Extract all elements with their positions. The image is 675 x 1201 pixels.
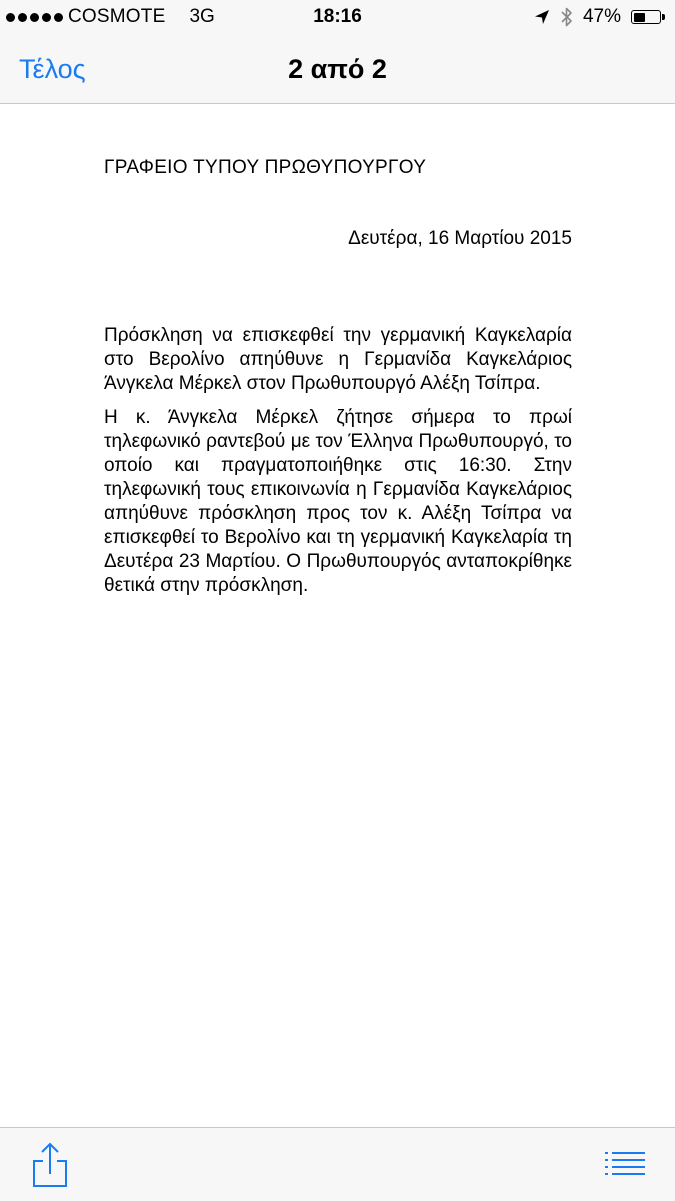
document-header: ΓΡΑΦΕΙΟ ΤΥΠΟΥ ΠΡΩΘΥΠΟΥΡΓΟΥ [104,157,427,178]
carrier-name: COSMOTE [68,6,166,27]
document-date: Δευτέρα, 16 Μαρτίου 2015 [348,228,572,249]
battery-fill [634,13,646,22]
navigation-bar [0,36,675,104]
bluetooth-icon [560,6,573,28]
network-type: 3G [189,6,215,27]
status-time: 18:16 [313,6,362,27]
status-bar-left [6,6,215,28]
document-body [104,324,572,598]
page-counter-title: 2 από 2 [288,54,387,84]
document-paragraph: Πρόσκληση να επισκεφθεί την γερμανική Καγκελαρία στο Βερολίνο απηύθυνε η Γερμανίδα Καγκελάριος Άνγκελα Μέρκελ στον Πρωθυπουργό Αλέξη Τσίπρα. [104,325,572,394]
document-page [104,104,572,608]
done-button[interactable]: Τέλος [19,54,86,84]
share-icon[interactable] [30,1140,70,1190]
battery-icon [631,10,661,24]
status-bar [0,0,675,36]
bottom-toolbar [0,1127,675,1201]
battery-percent: 47% [582,6,621,27]
list-icon[interactable] [605,1151,645,1177]
document-paragraph: Η κ. Άνγκελα Μέρκελ ζήτησε σήμερα το πρωί τηλεφωνικό ραντεβού με τον Έλληνα Πρωθυπουργό, το οποίο και πραγματοποιήθηκε στις 16:30. Στην τηλεφωνική τους επικοινωνία η Γερμανίδα Καγκελάριος απηύθυνε πρόσκληση προς τον κ. Αλέξη Τσίπρα να επισκεφθεί το Βερολίνο και τη γερμανική Καγκελαρία τη Δευτέρα 23 Μαρτίου. Ο Πρωθυπουργός ανταποκρίθηκε θετικά στην πρόσκληση. [104,407,572,596]
signal-strength-icon [6,13,63,22]
location-arrow-icon [534,9,550,25]
status-bar-right [534,6,661,28]
